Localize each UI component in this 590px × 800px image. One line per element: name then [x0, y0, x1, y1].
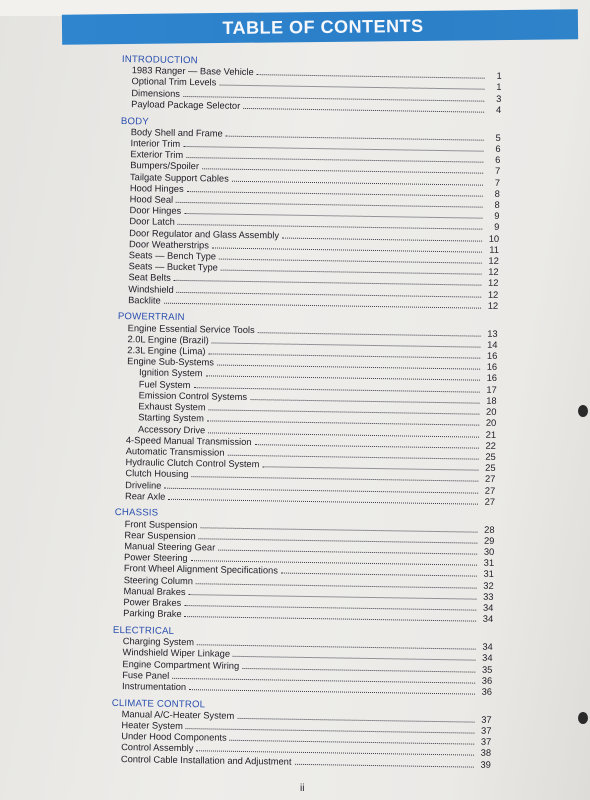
entry-page-number: 4 — [495, 104, 502, 115]
toc-section — [118, 116, 501, 312]
entry-label: Door Latch — [129, 216, 175, 228]
entry-label: Seats — Bucket Type — [128, 261, 218, 273]
entry-page-number: 8 — [494, 199, 500, 210]
entry-label: Front Wheel Alignment Specifications — [123, 563, 278, 576]
entry-label: Body Shell and Frame — [130, 126, 223, 139]
entry-page-number: 12 — [487, 289, 499, 300]
toc-section — [113, 507, 495, 625]
entry-page-number: 7 — [494, 166, 501, 177]
entry-label: Steering Column — [123, 574, 194, 586]
entry-label: Manual A/C-Heater System — [121, 708, 235, 721]
entry-label: Optional Trim Levels — [131, 76, 217, 88]
entry-page-number: 39 — [480, 759, 491, 770]
entry-label: Door Weatherstrips — [128, 238, 210, 251]
entry-page-number: 32 — [483, 580, 494, 591]
entry-label: Windshield — [128, 283, 174, 295]
entry-label: Rear Suspension — [124, 529, 196, 542]
entry-page-number: 27 — [484, 474, 496, 485]
section-heading: BODY — [120, 115, 150, 127]
dot-leader — [281, 566, 477, 577]
entry-label: Rear Axle — [124, 490, 166, 502]
entry-label: Under Hood Components — [121, 731, 227, 744]
entry-label: Manual Steering Gear — [124, 541, 216, 553]
entry-page-number: 17 — [486, 384, 497, 395]
entry-label: Emission Control Systems — [138, 390, 248, 402]
table-of-contents — [111, 54, 502, 776]
entry-label: Fuse Panel — [122, 669, 170, 681]
entry-page-number: 29 — [483, 535, 495, 546]
entry-label: 2.0L Engine (Brazil) — [127, 333, 209, 346]
entry-label: Exterior Trim — [130, 149, 184, 161]
toc-section — [121, 54, 502, 116]
entry-label: Engine Essential Service Tools — [127, 322, 255, 335]
entry-page-number: 12 — [488, 255, 499, 266]
entry-page-number: 1 — [496, 82, 502, 93]
entry-label: Front Suspension — [124, 518, 198, 530]
binder-hole — [578, 712, 588, 724]
entry-page-number: 34 — [482, 641, 493, 653]
entry-label: Manual Brakes — [123, 585, 186, 597]
dot-leader — [294, 756, 474, 767]
entry-label: Automatic Transmission — [125, 446, 225, 458]
entry-label: Instrumentation — [121, 681, 187, 693]
entry-label: Power Steering — [124, 552, 188, 564]
toc-section — [112, 625, 493, 698]
entry-label: Starting System — [138, 412, 204, 424]
entry-page-number: 21 — [485, 429, 497, 440]
entry-label: Windshield Wiper Linkage — [122, 647, 231, 660]
page-number: ii — [300, 783, 305, 794]
entry-label: Control Cable Installation and Adjustment — [120, 753, 292, 767]
binder-hole — [578, 405, 588, 417]
entry-page-number: 7 — [494, 177, 501, 188]
entry-page-number: 34 — [482, 613, 494, 625]
entry-label: Engine Sub-Systems — [127, 356, 215, 368]
entry-page-number: 12 — [488, 278, 499, 289]
entry-label: Dimensions — [131, 87, 181, 99]
entry-label: Door Regulator and Glass Assembly — [129, 227, 280, 241]
entry-page-number: 14 — [487, 339, 498, 350]
entry-label: Charging System — [122, 636, 195, 648]
entry-page-number: 22 — [485, 440, 496, 451]
entry-page-number: 31 — [483, 569, 494, 580]
entry-page-number: 25 — [485, 462, 496, 474]
section-heading: ELECTRICAL — [112, 624, 175, 637]
entry-page-number: 6 — [495, 143, 501, 154]
entry-page-number: 36 — [481, 675, 493, 686]
entry-page-number: 38 — [480, 748, 492, 759]
entry-page-number: 37 — [480, 725, 492, 736]
entry-page-number: 11 — [489, 244, 500, 255]
entry-page-number: 1 — [496, 71, 502, 82]
entry-page-number: 9 — [494, 222, 500, 233]
entry-page-number: 16 — [486, 350, 498, 362]
entry-label: Power Brakes — [123, 597, 182, 609]
entry-page-number: 13 — [487, 328, 498, 339]
entry-page-number: 34 — [482, 653, 493, 664]
entry-label: Fuel System — [138, 378, 191, 390]
entry-page-number: 9 — [494, 211, 500, 222]
section-heading: POWERTRAIN — [117, 311, 185, 324]
entry-label: Parking Brake — [123, 608, 182, 620]
entry-page-number: 34 — [482, 602, 494, 613]
entry-label: 1983 Ranger — Base Vehicle — [131, 65, 254, 78]
entry-label: 4-Speed Manual Transmission — [125, 434, 252, 447]
entry-page-number: 37 — [480, 737, 492, 748]
entry-label: Accessory Drive — [138, 423, 206, 435]
entry-page-number: 25 — [485, 451, 496, 462]
entry-page-number: 12 — [487, 300, 499, 311]
page-title: TABLE OF CONTENTS — [222, 15, 424, 38]
entry-label: Door Hinges — [129, 205, 182, 217]
entry-label: Seats — Bench Type — [128, 250, 217, 262]
entry-page-number: 18 — [486, 395, 497, 406]
entry-label: 2.3L Engine (Lima) — [127, 345, 206, 357]
entry-label: Bumpers/Spoiler — [130, 160, 200, 172]
entry-label: Tailgate Support Cables — [129, 171, 229, 184]
entry-page-number: 27 — [484, 485, 496, 496]
entry-label: Backlite — [128, 294, 161, 306]
entry-label: Hood Seal — [129, 194, 174, 205]
entry-page-number: 33 — [483, 591, 494, 602]
entry-page-number: 5 — [495, 132, 501, 143]
entry-label: Clutch Housing — [125, 468, 189, 480]
entry-page-number: 16 — [486, 373, 498, 384]
entry-label: Payload Package Selector — [131, 98, 241, 111]
toc-section — [115, 311, 498, 507]
entry-label: Heater System — [121, 720, 184, 732]
entry-page-number: 31 — [483, 557, 495, 569]
entry-label: Control Assembly — [121, 742, 194, 754]
entry-page-number: 12 — [488, 266, 499, 278]
entry-page-number: 8 — [494, 188, 500, 199]
section-heading: CLIMATE CONTROL — [111, 697, 206, 711]
entry-page-number: 10 — [488, 233, 500, 244]
entry-page-number: 20 — [486, 406, 497, 418]
title-banner — [62, 9, 578, 44]
entry-label: Hood Hinges — [129, 182, 184, 194]
entry-page-number: 36 — [481, 686, 493, 697]
entry-label: Engine Compartment Wiring — [122, 658, 240, 671]
entry-page-number: 37 — [481, 714, 492, 725]
entry-page-number: 20 — [485, 418, 497, 429]
entry-page-number: 3 — [496, 93, 502, 104]
entry-page-number: 30 — [483, 546, 495, 557]
section-heading: CHASSIS — [114, 507, 159, 520]
entry-page-number: 28 — [484, 524, 495, 535]
toc-section — [111, 698, 492, 771]
entry-label: Exhaust System — [138, 401, 206, 413]
entry-page-number: 35 — [481, 664, 493, 675]
section-heading: INTRODUCTION — [121, 54, 198, 67]
entry-page-number: 16 — [486, 362, 498, 373]
entry-page-number: 6 — [495, 155, 501, 166]
entry-label: Ignition System — [138, 367, 203, 379]
entry-label: Hydraulic Clutch Control System — [125, 457, 260, 470]
entry-page-number: 27 — [484, 496, 496, 507]
entry-label: Driveline — [125, 479, 162, 491]
entry-label: Interior Trim — [130, 138, 181, 149]
entry-label: Seat Belts — [128, 272, 171, 284]
